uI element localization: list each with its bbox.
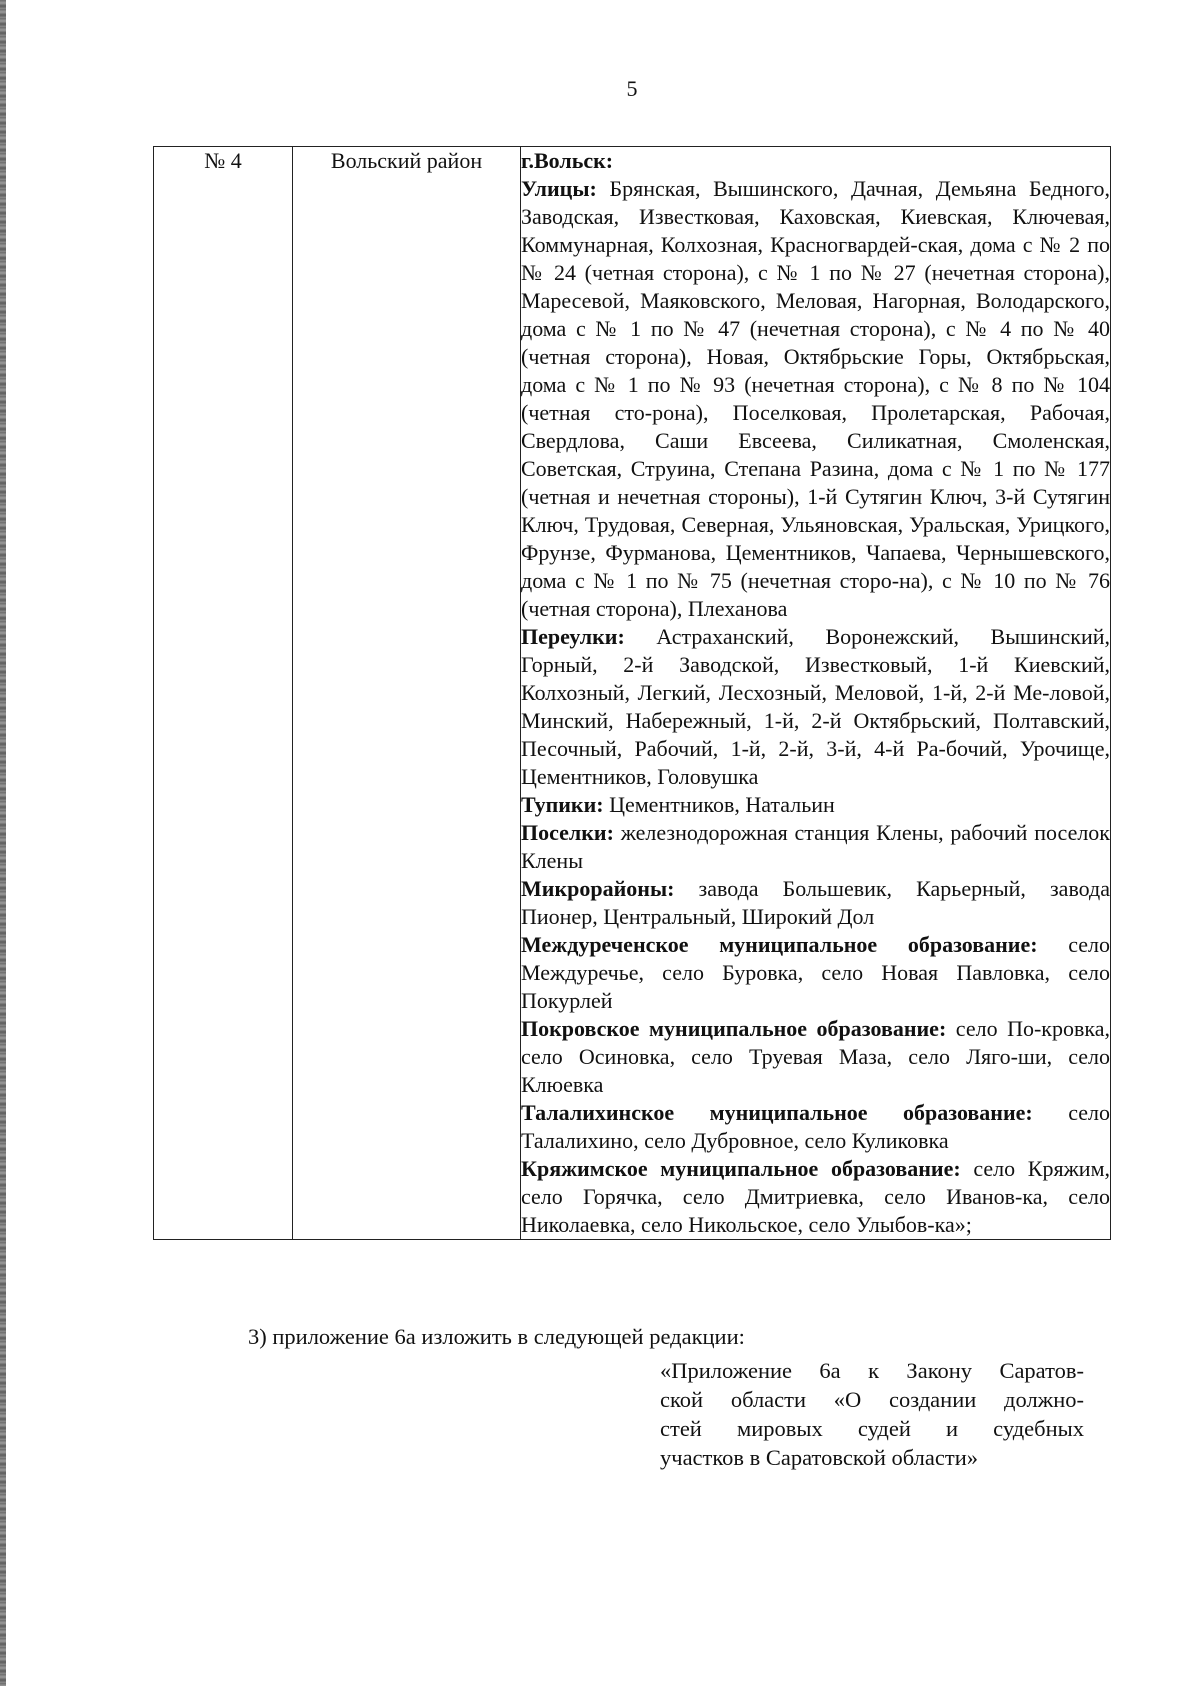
section-text: село Междуречье, село Буровка, село Новая Павловка, село Покурлей: [521, 932, 1111, 1013]
section-text: село Талалихино, село Дубровное, село Куликовка: [521, 1100, 1111, 1153]
section-label: Тупики:: [521, 792, 604, 817]
section-label: Улицы:: [521, 176, 597, 201]
settlements-section: [521, 819, 1110, 875]
page-number: 5: [626, 76, 638, 101]
district-number: № 4: [154, 147, 293, 1240]
section-text: Цементников, Натальин: [609, 792, 835, 817]
scan-edge: [0, 0, 6, 1686]
appendix-line: стей мировых судей и судебных: [660, 1416, 1084, 1441]
district-name: Вольский район: [293, 147, 521, 1240]
microdistricts-section: [521, 875, 1110, 931]
dead-ends-section: [521, 791, 1110, 819]
item-3-text: 3) приложение 6а изложить в следующей редакции:: [248, 1324, 745, 1349]
lanes-section: [521, 623, 1110, 791]
mezhdurechenskoe-section: [521, 931, 1110, 1015]
pokrovskoe-section: [521, 1015, 1110, 1099]
streets-section: [521, 175, 1110, 623]
kryazhimskoe-section: [521, 1155, 1110, 1239]
section-label: Переулки:: [521, 624, 625, 649]
section-label: Кряжимское муниципальное образование:: [521, 1156, 961, 1181]
appendix-line: участков в Саратовской области»: [660, 1445, 978, 1470]
section-text: завода Большевик, Карьерный, завода Пионер, Центральный, Широкий Дол: [521, 876, 1111, 929]
appendix-line: «Приложение 6а к Закону Саратов-: [660, 1358, 1084, 1383]
appendix-line: ской области «О создании должно-: [660, 1387, 1084, 1412]
section-text: Астраханский, Воронежский, Вышинский, Горный, 2-й Заводской, Известковый, 1-й Киевский, Колхозный, Легкий, Лесхозный, Меловой, 1-й, 2-й Ме-ловой, Минский, Набережный, 1-й, 2-й Октябрьский, Полтавский, Песочный, Рабочий, 1-й, 2-й, 3-й, 4-й Ра-бочий, Урочище, Цементников, Головушка: [521, 624, 1110, 789]
section-text: Брянская, Вышинского, Дачная, Демьяна Бедного, Заводская, Известковая, Каховская, Киевская, Ключевая, Коммунарная, Колхозная, Красногвардей-ская, дома с № 2 по № 24 (четная сторона), с № 1 по № 27 (нечетная сторона), Маресевой, Маяковского, Меловая, Нагорная, Володарского, дома с № 1 по № 47 (нечетная сторона), с № 4 по № 40 (четная сторона), Новая, Октябрьские Горы, Октябрьская, дома с № 1 по № 93 (нечетная сторона), с № 8 по № 104 (четная сто-рона), Поселковая, Пролетарская, Рабочая, Свердлова, Саши Евсеева, Силикатная, Смоленская, Советская, Струина, Степана Разина, дома с № 1 по № 177 (четная и нечетная стороны), 1-й Сутягин Ключ, 3-й Сутягин Ключ, Трудовая, Северная, Ульяновская, Уральская, Урицкого, Фрунзе, Фурманова, Цементников, Чапаева, Чернышевского, дома с № 1 по № 75 (нечетная сторо-на), с № 10 по № 76 (четная сторона), Плеханова: [521, 176, 1110, 621]
section-label: Поселки:: [521, 820, 614, 845]
section-label: Микрорайоны:: [521, 876, 675, 901]
section-label: Талалихинское муниципальное образование:: [521, 1100, 1033, 1125]
table-row: [154, 147, 1111, 1240]
section-text: село Кряжим, село Горячка, село Дмитриевка, село Иванов-ка, село Николаевка, село Никольское, село Улыбов-ка»;: [521, 1156, 1110, 1237]
section-text: железнодорожная станция Клены, рабочий поселок Клены: [521, 820, 1111, 873]
section-text: село По-кровка, село Осиновка, село Труевая Маза, село Ляго-ши, село Клюевка: [521, 1016, 1110, 1097]
court-district-table: [153, 146, 1111, 1240]
city-heading: г.Вольск:: [521, 148, 614, 173]
section-label: Междуреченское муниципальное образование:: [521, 932, 1038, 957]
district-territory-list: [521, 147, 1111, 1240]
talalikhinskoe-section: [521, 1099, 1110, 1155]
section-label: Покровское муниципальное образование:: [521, 1016, 947, 1041]
appendix-caption: [660, 1356, 1084, 1472]
